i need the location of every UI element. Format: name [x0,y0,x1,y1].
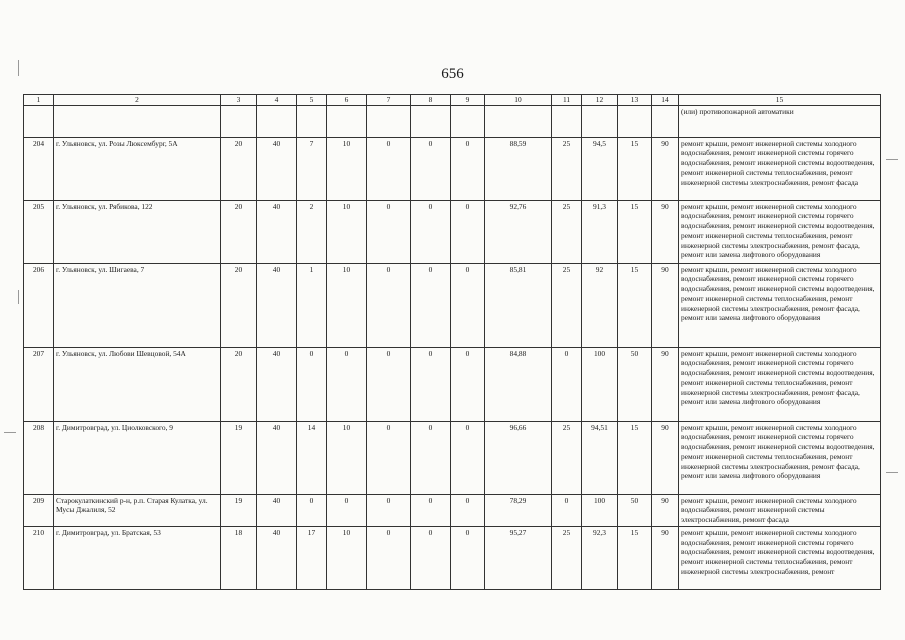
value-cell: 40 [257,526,297,589]
value-cell: 0 [552,347,582,421]
margin-mark [4,432,16,433]
value-cell: 0 [451,263,485,347]
works-cell: (или) противопожарной автоматики [679,105,881,137]
table-row [24,200,881,263]
row-id: 210 [24,526,54,589]
row-id: 208 [24,421,54,494]
value-cell: 0 [451,494,485,526]
value-cell: 15 [618,137,652,200]
value-cell: 94,51 [582,421,618,494]
value-cell: 0 [411,200,451,263]
table-row [24,263,881,347]
value-cell: 0 [451,526,485,589]
value-cell: 0 [451,200,485,263]
column-number: 1 [24,95,54,106]
column-number: 15 [679,95,881,106]
margin-mark [18,290,19,304]
column-number: 2 [54,95,221,106]
value-cell: 0 [297,347,327,421]
value-cell: 90 [652,526,679,589]
value-cell: 25 [552,263,582,347]
value-cell: 90 [652,347,679,421]
address-cell: Старокулаткинский р-н, р.п. Старая Кулатка, ул. Мусы Джалиля, 52 [54,494,221,526]
value-cell: 40 [257,421,297,494]
table-row [24,347,881,421]
column-number: 7 [367,95,411,106]
value-cell: 85,81 [485,263,552,347]
works-cell: ремонт крыши, ремонт инженерной системы холодного водоснабжения, ремонт инженерной системы электроснабжения, ремонт фасада [679,494,881,526]
value-cell: 20 [221,137,257,200]
value-cell: 25 [552,200,582,263]
value-cell: 90 [652,494,679,526]
works-cell: ремонт крыши, ремонт инженерной системы холодного водоснабжения, ремонт инженерной системы горячего водоснабжения, ремонт инженерной системы водоотведения, ремонт инженерной системы теплоснабжения, ремонт инженерной системы электроснабжения, ремонт фасада, ремонт или замена лифтового оборудования [679,200,881,263]
value-cell: 10 [327,263,367,347]
value-cell: 18 [221,526,257,589]
value-cell: 0 [451,137,485,200]
value-cell: 1 [297,263,327,347]
value-cell: 10 [327,526,367,589]
row-id: 209 [24,494,54,526]
value-cell: 10 [327,137,367,200]
row-id: 204 [24,137,54,200]
column-number: 3 [221,95,257,106]
value-cell: 20 [221,263,257,347]
margin-mark [886,159,898,160]
value-cell: 90 [652,200,679,263]
works-cell: ремонт крыши, ремонт инженерной системы холодного водоснабжения, ремонт инженерной системы горячего водоснабжения, ремонт инженерной системы водоотведения, ремонт инженерной системы теплоснабжения, ремонт инженерной системы электроснабжения, ремонт фасада [679,137,881,200]
value-cell: 15 [618,263,652,347]
value-cell: 0 [411,526,451,589]
value-cell: 0 [451,347,485,421]
value-cell: 91,3 [582,200,618,263]
value-cell: 10 [327,200,367,263]
column-number: 8 [411,95,451,106]
value-cell: 15 [618,526,652,589]
value-cell: 0 [411,263,451,347]
value-cell: 90 [652,137,679,200]
table-row [24,137,881,200]
value-cell: 0 [552,494,582,526]
address-cell: г. Ульяновск, ул. Рябикова, 122 [54,200,221,263]
value-cell: 0 [411,494,451,526]
row-id: 205 [24,200,54,263]
value-cell: 0 [411,347,451,421]
row-id: 206 [24,263,54,347]
value-cell: 15 [618,421,652,494]
column-number-row [24,95,881,106]
column-number: 6 [327,95,367,106]
value-cell: 2 [297,200,327,263]
value-cell: 40 [257,137,297,200]
value-cell: 20 [221,347,257,421]
column-number: 12 [582,95,618,106]
value-cell: 0 [327,494,367,526]
table-row [24,526,881,589]
continuation-row [24,105,881,137]
page-number: 656 [441,66,464,82]
works-cell: ремонт крыши, ремонт инженерной системы холодного водоснабжения, ремонт инженерной системы горячего водоснабжения, ремонт инженерной системы водоотведения, ремонт инженерной системы теплоснабжения, ремонт инженерной системы электроснабжения, ремонт фасада, ремонт или замена лифтового оборудования [679,421,881,494]
value-cell: 17 [297,526,327,589]
value-cell: 0 [451,421,485,494]
column-number: 10 [485,95,552,106]
value-cell: 100 [582,494,618,526]
value-cell: 90 [652,263,679,347]
address-cell: г. Ульяновск, ул. Любови Шевцовой, 54А [54,347,221,421]
column-number: 14 [652,95,679,106]
value-cell: 40 [257,347,297,421]
repair-register-table [23,94,881,590]
value-cell: 94,5 [582,137,618,200]
works-cell: ремонт крыши, ремонт инженерной системы холодного водоснабжения, ремонт инженерной системы горячего водоснабжения, ремонт инженерной системы водоотведения, ремонт инженерной системы теплоснабжения, ремонт инженерной системы электроснабжения, ремонт фасада, ремонт или замена лифтового оборудования [679,263,881,347]
value-cell: 0 [327,347,367,421]
column-number: 11 [552,95,582,106]
value-cell: 0 [367,263,411,347]
value-cell: 25 [552,526,582,589]
row-id: 207 [24,347,54,421]
value-cell: 100 [582,347,618,421]
value-cell: 92,3 [582,526,618,589]
value-cell: 88,59 [485,137,552,200]
table-row [24,421,881,494]
value-cell: 19 [221,421,257,494]
column-number: 5 [297,95,327,106]
value-cell: 50 [618,494,652,526]
margin-mark [18,60,19,76]
value-cell: 84,88 [485,347,552,421]
table-row [24,494,881,526]
value-cell: 50 [618,347,652,421]
address-cell: г. Ульяновск, ул. Розы Люксембург, 5А [54,137,221,200]
value-cell: 25 [552,421,582,494]
value-cell: 96,66 [485,421,552,494]
value-cell: 40 [257,494,297,526]
value-cell: 0 [367,494,411,526]
value-cell: 92,76 [485,200,552,263]
value-cell: 92 [582,263,618,347]
value-cell: 0 [297,494,327,526]
value-cell: 90 [652,421,679,494]
works-cell: ремонт крыши, ремонт инженерной системы холодного водоснабжения, ремонт инженерной системы горячего водоснабжения, ремонт инженерной системы водоотведения, ремонт инженерной системы теплоснабжения, ремонт инженерной системы электроснабжения, ремонт [679,526,881,589]
value-cell: 40 [257,200,297,263]
value-cell: 7 [297,137,327,200]
value-cell: 78,29 [485,494,552,526]
margin-mark [886,472,898,473]
value-cell: 25 [552,137,582,200]
value-cell: 0 [367,421,411,494]
value-cell: 14 [297,421,327,494]
value-cell: 0 [367,137,411,200]
value-cell: 0 [367,347,411,421]
address-cell: г. Ульяновск, ул. Шигаева, 7 [54,263,221,347]
value-cell: 15 [618,200,652,263]
value-cell: 0 [411,421,451,494]
column-number: 9 [451,95,485,106]
value-cell: 19 [221,494,257,526]
value-cell: 10 [327,421,367,494]
address-cell: г. Димитровград, ул. Циолковского, 9 [54,421,221,494]
address-cell: г. Димитровград, ул. Братская, 53 [54,526,221,589]
value-cell: 0 [367,526,411,589]
value-cell: 40 [257,263,297,347]
column-number: 4 [257,95,297,106]
value-cell: 95,27 [485,526,552,589]
value-cell: 0 [367,200,411,263]
column-number: 13 [618,95,652,106]
works-cell: ремонт крыши, ремонт инженерной системы холодного водоснабжения, ремонт инженерной системы горячего водоснабжения, ремонт инженерной системы водоотведения, ремонт инженерной системы теплоснабжения, ремонт инженерной системы электроснабжения, ремонт фасада, ремонт или замена лифтового оборудования [679,347,881,421]
value-cell: 20 [221,200,257,263]
value-cell: 0 [411,137,451,200]
